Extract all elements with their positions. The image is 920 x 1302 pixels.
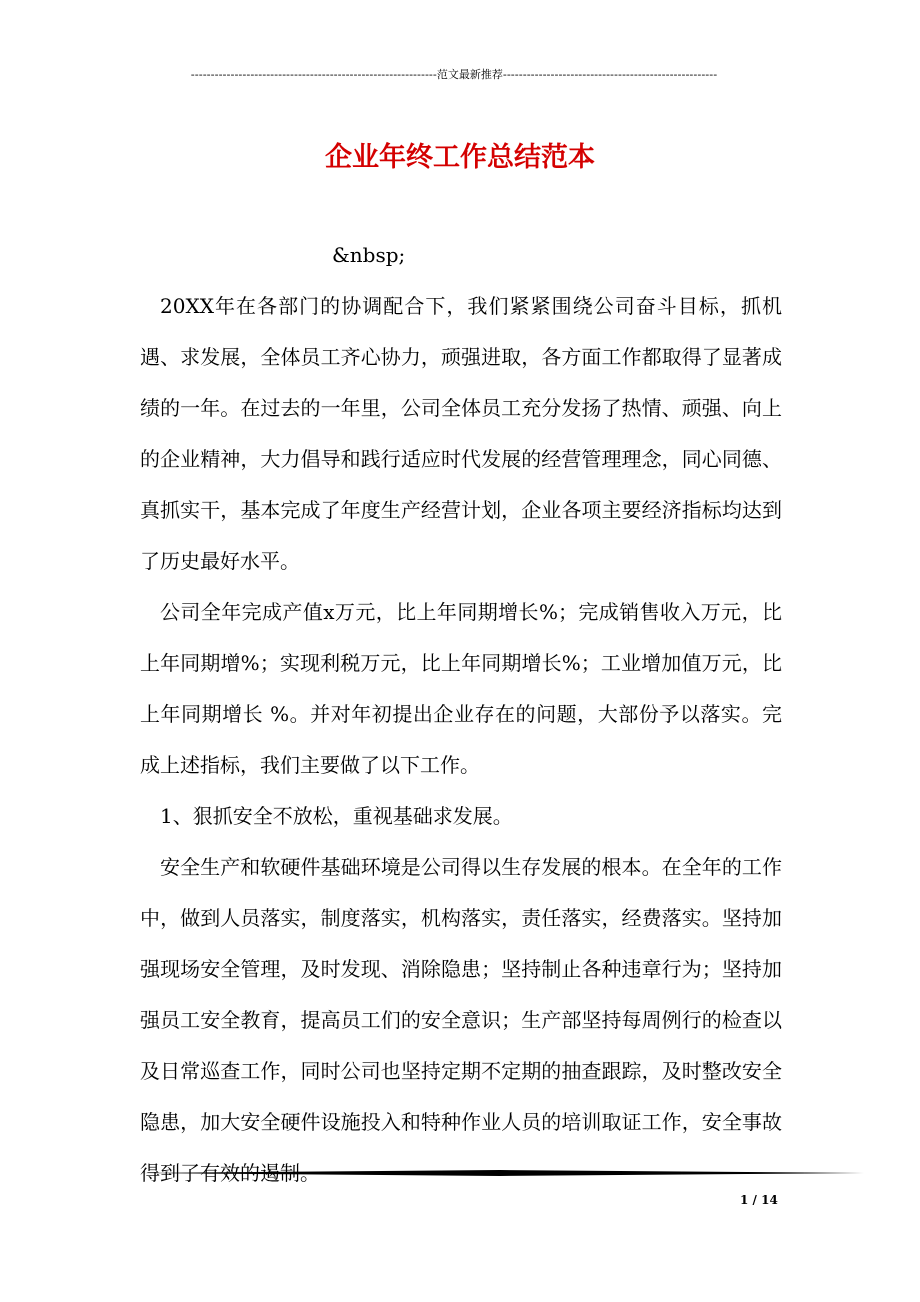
paragraph-indicators: 公司全年完成产值x万元，比上年同期增长%；完成销售收入万元，比上年同期增%；实现利税万元，比上年同期增长%；工业增加值万元，比上年同期增长 %。并对年初提出企业存在的问题，大部份予以落实。完成上述指标，我们主要做了以下工作。 bbox=[140, 600, 782, 777]
paragraph-intro: 20XX年在各部门的协调配合下，我们紧紧围绕公司奋斗目标，抓机遇、求发展，全体员工齐心协力，顽强进取，各方面工作都取得了显著成绩的一年。在过去的一年里，公司全体员工充分发扬了热情、顽强、向上的企业精神，大力倡导和践行适应时代发展的经营管理理念，同心同德、真抓实干，基本完成了年度生产经营计划，企业各项主要经济指标均达到了历史最好水平。 bbox=[140, 294, 782, 573]
document-title: 企业年终工作总结范本 bbox=[325, 142, 595, 174]
section-heading: 1、狠抓安全不放松，重视基础求发展。 bbox=[160, 804, 513, 828]
page-number: 1 / 14 bbox=[740, 1193, 778, 1207]
paragraph-safety: 安全生产和软硬件基础环境是公司得以生存发展的根本。在全年的工作中，做到人员落实，制度落实，机构落实，责任落实，经费落实。坚持加强现场安全管理，及时发现、消除隐患；坚持制止各种违章行为；坚持加强员工安全教育，提高员工们的安全意识；生产部坚持每周例行的检查以及日常巡查工作，同时公司也坚持定期不定期的抽查跟踪，及时整改安全隐患，加大安全硬件设施投入和特种作业人员的培训取证工作，安全事故 bbox=[140, 855, 782, 1134]
document-body bbox=[140, 230, 782, 1199]
header-banner: --------------------------------------------------------------范文最新推荐------------------------------------------------------ bbox=[190, 68, 718, 81]
nbsp-text: &nbsp; bbox=[332, 243, 406, 267]
footer-rule bbox=[140, 1170, 864, 1176]
